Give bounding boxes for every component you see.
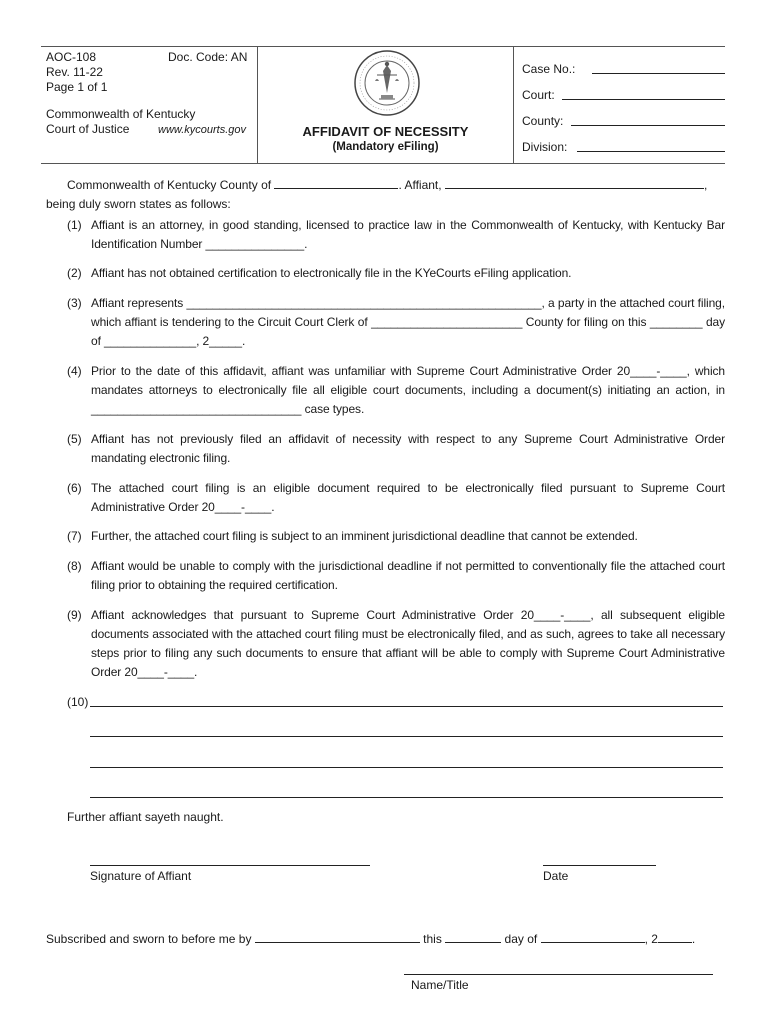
court-label: Court:: [522, 88, 555, 102]
org-line2: Court of Justice: [46, 122, 130, 136]
sworn-month-field[interactable]: [541, 930, 645, 943]
item-text-9: Affiant acknowledges that pursuant to Supreme Court Administrative Order 20____-____, all subsequent eligible documents associated with the attached court filing must be electronically filed, and as such, agrees to take all necessary steps prior to filing any such documents to ensure that affiant will be able to comply with Supreme Court Administrative Order 20____-____.: [91, 608, 725, 679]
sworn-year-field[interactable]: [658, 930, 692, 943]
doc-code: Doc. Code: AN: [168, 50, 248, 64]
item-number-8: (8): [67, 559, 82, 573]
signature-label: Signature of Affiant: [90, 869, 192, 883]
sworn-by-field[interactable]: [255, 930, 420, 943]
header-bottom-rule: [41, 163, 725, 164]
item-number-1: (1): [67, 218, 82, 232]
item-text-6: The attached court filing is an eligible document required to be electronically filed pursuant to Supreme Court Administrative Order 20____-____.: [91, 481, 725, 514]
item10-line-4[interactable]: [90, 797, 723, 798]
item10-line-1[interactable]: [90, 706, 723, 707]
subscribed-text-d: , 2: [644, 932, 658, 946]
court-field[interactable]: [562, 99, 725, 100]
item-number-9: (9): [67, 608, 82, 622]
intro-text-a: Commonwealth of Kentucky County of: [67, 178, 272, 192]
court-seal-icon: [353, 49, 421, 117]
website-link[interactable]: www.kycourts.gov: [158, 124, 247, 136]
item-number-6: (6): [67, 481, 82, 495]
item-text-7: Further, the attached court filing is subject to an imminent jurisdictional deadline that cannot be extended.: [91, 529, 638, 543]
item-number-5: (5): [67, 432, 82, 446]
name-title-line[interactable]: [404, 974, 713, 975]
intro-text-c: ,: [703, 178, 708, 192]
division-label: Division:: [522, 140, 568, 154]
header-divider-right: [513, 46, 514, 163]
date-label: Date: [543, 869, 569, 883]
name-title-label: Name/Title: [411, 978, 469, 992]
item-text-4: Prior to the date of this affidavit, affiant was unfamiliar with Supreme Court Administrative Order 20____-____, which mandates attorneys to electronically file all eligible court documents, including a document(s) initiating an action, in ________________________________ case types.: [91, 364, 725, 416]
form-revision: Rev. 11-22: [46, 65, 103, 79]
item-number-7: (7): [67, 529, 82, 543]
county-field[interactable]: [571, 125, 725, 126]
item10-line-2[interactable]: [90, 736, 723, 737]
page-indicator: Page 1 of 1: [46, 80, 108, 94]
subscribed-line: [46, 930, 695, 949]
form-title: AFFIDAVIT OF NECESSITY: [302, 124, 469, 139]
item-number-4: (4): [67, 364, 82, 378]
intro-line1: [67, 176, 727, 195]
affiant-name-field[interactable]: [445, 176, 704, 189]
intro-line2: being duly sworn states as follows:: [46, 197, 231, 211]
subscribed-text-e: .: [691, 932, 696, 946]
item10-line-3[interactable]: [90, 767, 723, 768]
org-line1: Commonwealth of Kentucky: [46, 107, 196, 121]
item-number-3: (3): [67, 296, 82, 310]
item-text-1: Affiant is an attorney, in good standing, licensed to practice law in the Commonwealth of Kentucky, with Kentucky Bar Identification Number _______________.: [91, 218, 725, 251]
subscribed-text-a: Subscribed and sworn to before me by: [46, 932, 252, 946]
item-text-2: Affiant has not obtained certification to electronically file in the KYeCourts eFiling application.: [91, 266, 572, 280]
subscribed-text-c: day of: [504, 932, 538, 946]
item-number-10: (10): [67, 695, 89, 709]
county-label: County:: [522, 114, 564, 128]
item-text-3: Affiant represents ______________________________________________________, a party in the attached court filing, which affiant is tendering to the Circuit Court Clerk of _______________________ County for filing on this ________ day of ______________, 2_____.: [91, 296, 725, 348]
closing-statement: Further affiant sayeth naught.: [67, 810, 224, 824]
header-top-rule: [41, 46, 725, 47]
item-text-8: Affiant would be unable to comply with the jurisdictional deadline if not permitted to conventionally file the attached court filing prior to obtaining the required certification.: [91, 559, 725, 592]
subscribed-text-b: this: [423, 932, 442, 946]
intro-text-b: . Affiant,: [398, 178, 442, 192]
case-no-label: Case No.:: [522, 62, 576, 76]
form-id: AOC-108: [46, 50, 97, 64]
item-number-2: (2): [67, 266, 82, 280]
division-field[interactable]: [577, 151, 725, 152]
date-line[interactable]: [543, 865, 656, 866]
case-no-field[interactable]: [592, 73, 725, 74]
county-of-field[interactable]: [274, 176, 398, 189]
signature-line[interactable]: [90, 865, 370, 866]
item-text-5: Affiant has not previously filed an affidavit of necessity with respect to any Supreme Court Administrative Order mandating electronic filing.: [91, 432, 725, 465]
sworn-day-field[interactable]: [445, 930, 501, 943]
form-subtitle: (Mandatory eFiling): [332, 141, 439, 153]
